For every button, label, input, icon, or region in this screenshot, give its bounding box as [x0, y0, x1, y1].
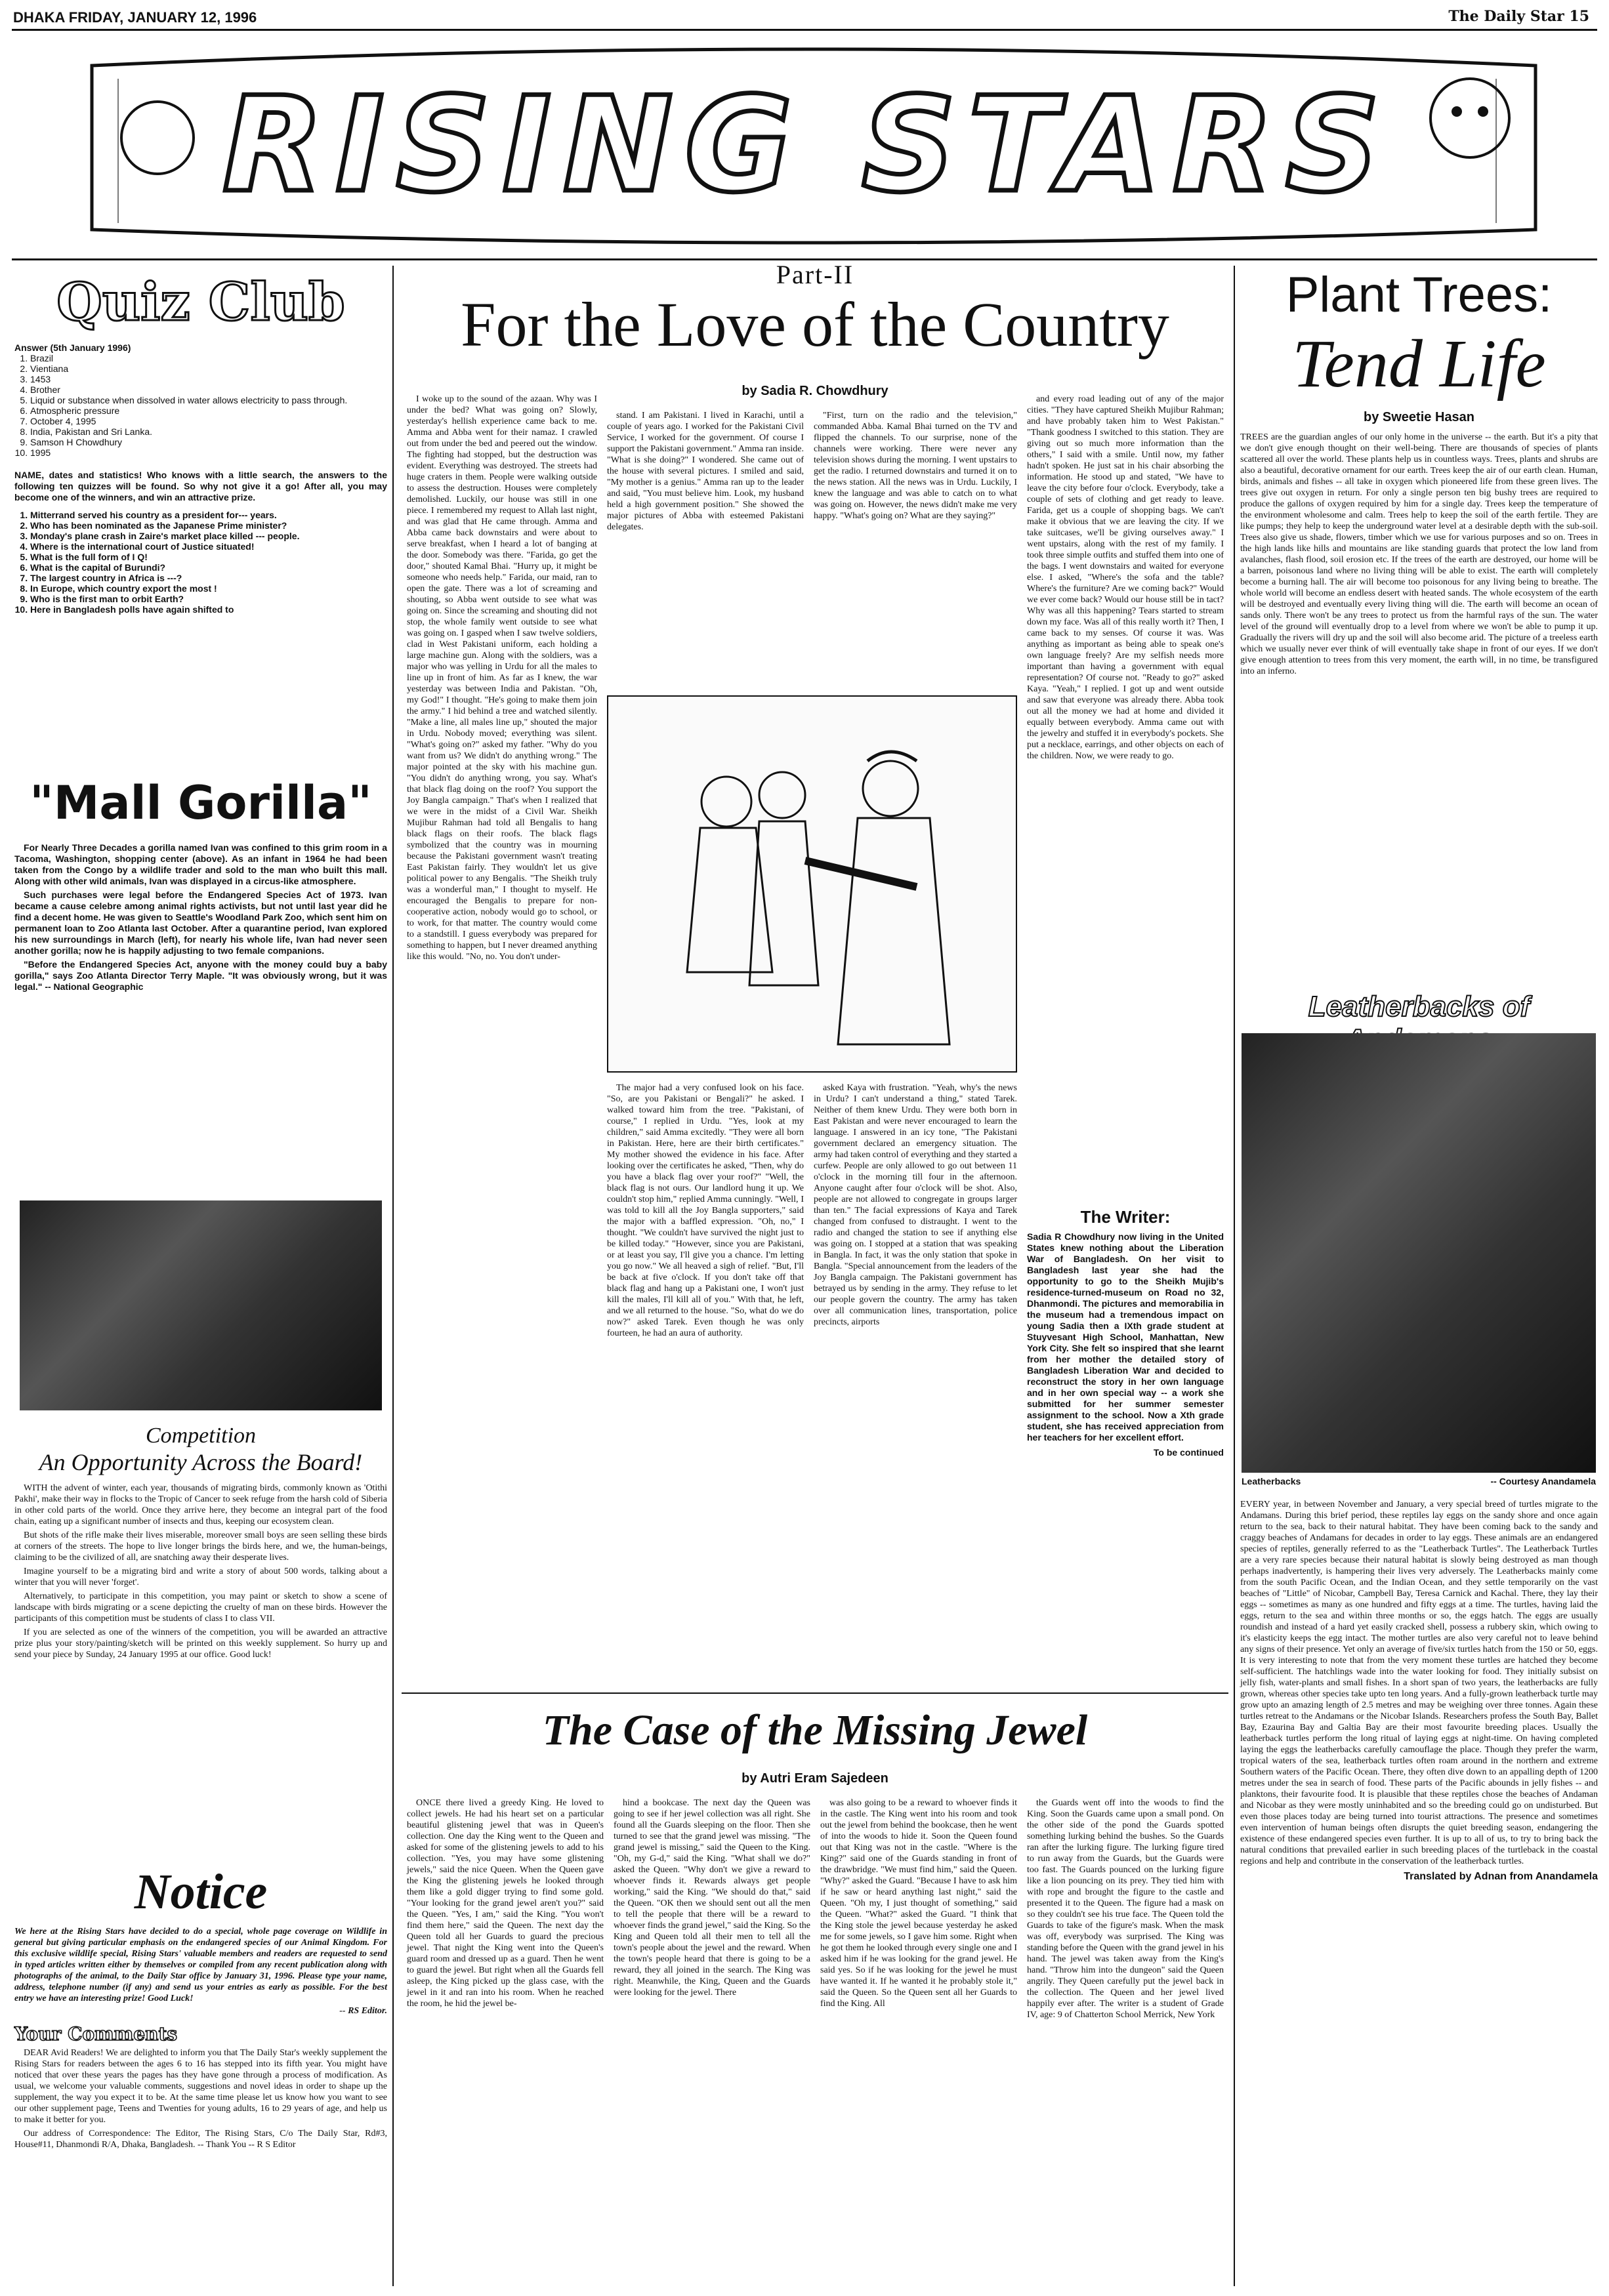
jewel-byline: by Autri Eram Sajedeen	[742, 1771, 888, 1786]
jewel-title: The Case of the Missing Jewel	[542, 1706, 1088, 1754]
answer-heading: Answer (5th January 1996)	[14, 342, 131, 353]
gorilla-text	[14, 842, 387, 993]
paragraph: "First, turn on the radio and the television," commanded Abba. Kamal Bhai turned on the TV and flipped the channels. To our surprise, none of the channels were working. There were never any television shows during the morning. I went upstairs to get the radio. I returned downstairs and turned it on to the news station. All the news was in Urdu. Luckily, I knew the language and was able to catch on to what was going on. However, the news didn't make me very happy. "What's going on? What are they saying?"	[814, 411, 1017, 521]
paragraph: WITH the advent of winter, each year, thousands of migrating birds, commonly known as 'Otithi Pakhi', make their way in flocks to the Tropic of Cancer to seek refuge from the harsh cold of Siberia in other cold parts of the world. Once they arrive here, they become an integral part of the food chain, eating up a significant number of insects and thus, keeping our ecosystem clean.	[14, 1483, 387, 1527]
paragraph: the Guards went off into the woods to find the King. Soon the Guards came upon a small pond. On the other side of the pond the Guards spotted something lurking behind the bushes. So the Guards ran after the lurking figure. The lurking figure tired to run away from the Guards, but the Guards were too fast. The Guards pounced on the lurking figure like a lion pouncing on its prey. They tied him with with rope and brought the figure to the castle and presented it to the Queen. The figure had a mask on so they couldn't see his true face. The Queen told the Guards to take of the figure's mask. When the mask was off, everybody was surprised. The King was standing before the Queen with the grand jewel in his hand. The jewel was taken away from the King's hand. "Throw him into the dungeon" said the Queen angrily. They Queen carefully put the jewel back in the collection. The Queen and her jewel lived happily ever after. The writer is a student of Grade IV, age: 9 of Chatterton School Merrick, New York	[1027, 1798, 1224, 2020]
writer-title: The Writer:	[1080, 1207, 1171, 1227]
writer-text: Sadia R Chowdhury now living in the United States knew nothing about the Liberation War of Bangladesh. On her visit to Bangladesh last year she had the opportunity to go to the Sheikh Mujib's residence-turned-museum on Road no 32, Dhanmondi. The pictures and memorabilia in the museum had a tremendous impact on young Sadia then a IXth grade student at Stuyvesant High School, Manhattan, New York City. She felt so inspired that she learnt from her mother the detailed story of Bangladesh Liberation War and decided to reconstruct the story in her own language and in her own special way -- a work she submitted for her summer semester assignment to the school. Now a Xth grade student, she has received appreciation from her teachers for her excellent effort.	[1027, 1231, 1224, 1443]
plant-title: Plant Trees:	[1285, 267, 1553, 323]
paragraph: I woke up to the sound of the azaan. Why was I under the bed? What was going on? Slowly, yesterday's hellish experience came back to me. Amma and Abba went for their namaz. I crawled out from under the bed and peered out the window. The fighting had stopped, but the destruction was evident. Everything was destroyed. The streets had huge craters in them. People were walking outside to assess the destruction. Houses were completely demolished. Luckily, our house was still in one piece. I remembered my request to Allah last night, and was glad that He came through. Amma and Abba came back downstairs and were about to serve breakfast, when I heard a lot of banging at the door. Somebody was there. "Farida, go get the door," shouted Kamal Bhai. "Hurry up, it might be someone who needs help." Farida, our maid, ran to open the gate. There was a lot of screaming and shouting, so Abba went outside to see what was going on. Since the screaming and shouting did not stop, the whole family went outside to see what was going on. I gasped when I saw twelve soldiers, clad in West Pakistani uniform, each holding a large machine gun. Along with the soldiers, was a major who was yelling in Urdu for all the males to line up in front of him. As far as I knew, the war yesterday was between India and Pakistan. "Oh, my God!" I thought. "He's going to make them join the army." I hid behind a tree and watched silently. "Make a line, all males line up," shouted the major in Urdu. Nobody moved; everything was silent. "What's going on?" asked my father. "Why do you want from us? We didn't do anything wrong." The major pointed at the sky with his machine gun. "You didn't do anything wrong, you say. What's that black flag doing on the roof? You support the Joy Bangla campaign." That's when I realized that we were in the midst of a Civil War. Sheikh Mujibur Rahman had told all Bengalis to hang black flags on their roofs. The black flags symbolized that the country was in mourning because the Pakistani government wasn't treating East Pakistan fairly. They wouldn't let us give political power to any Bengalis. "The Sheikh truly was a wonderful man," I thought to myself. He encouraged the Bengalis to prepare for non-cooperative action, nobody would go to school, or to work, for that matter. The country would come to a standstill. I guess everybody was prepared for something to happen, but I never dreamed anything like this would. "No, no. You don't under-	[407, 394, 597, 962]
notice-sign: -- RS Editor.	[339, 2006, 387, 2016]
list-item: 7. October 4, 1995	[30, 416, 387, 426]
competition-subtitle: An Opportunity Across the Board!	[39, 1449, 363, 1475]
comments-title: Your Comments	[14, 2023, 178, 2045]
masthead-page: The Daily Star 15	[1448, 8, 1589, 25]
column-divider	[1234, 266, 1235, 2286]
list-item: 9. Who is the first man to orbit Earth?	[30, 594, 387, 604]
leather-body: EVERY year, in between November and January, a very special breed of turtles migrate to the Andamans. During this brief period, these reptiles lay eggs on the sandy shore and once again return to the sea, back to their natural habitat. They have been coming back to the sandy and craggy beaches of Andamans for decades in order to lay eggs. These animals are an endangered species of reptiles, generally referred to as the "Leatherback Turtles". The Leatherback Turtles are a very rare species because their natural habitat is slowly being destroyed as man though perhaps inadvertently, is hampering their lives very adversely. The Leatherbacks mainly come from the south Pacific Ocean, and the Indian Ocean, and they settle temporarily on the vast beaches of "Little" of Nicobar, Campbell Bay, Teresa Carnick and Kachal. There, they lay their eggs -- sometimes as many as one hundred and fifty eggs at a time. The turtles, having laid the eggs, return to the sea and within three months or so, the eggs hatch. The eggs are usually roundish and instead of a hard yet easily cracked shell, possess a rubbery skin, which owing to it's elasticity keeps the egg intact. The mother turtles are also very careful not to leave behind any signs of their presence. Yet only an average of five/six turtles hatch from the 150 or 50, eggs. It is very interesting to note that from the very moment these turtles are hatched they become self-sufficient. The hatchlings wade into the water looking for food. They initially subsist on jelly fish, water-plants and small fishes. In a short span of two years, the leatherbacks are fully grown, whereas other species take upto ten long years. And a fully-grown leatherback turtle may grow upto an amazing length of 2.5 metres and may be weighing over three tonnes. Again these turtles retreat to the Andamans or the Nicobar Islands. Researchers profess the South Bay, Ballet Bay, Ezaurina Bay and Galtia Bay are their most favourite breeding places. Usually the leatherback turtles perform the long ritual of laying eggs at night-time. On having completed laying the eggs the leatherbacks carefully camouflage the place. Though they prefer the warm, tropical waters of the sea, leatherback turtles often roam around in the northern and extreme Southern waters of the Pacific Ocean. There, they often dive down to an appalling depth of 1200 metres under the sea in search of food. These parts of the Pacific abounds in jelly fishes -- and planktons, their favourite food. It is plausible that these reptiles chose the beaches of Andaman and Nicobar as they were mostly uninhabited and so the breeding could go on undisturbed. But even those places today are being turned into tourist attractions. The presence and sometimes even intervention of human beings often disrupts the quiet breeding season, endangering the existence of these endangered species even further. It is up to all of us, to try to bring back the natural conditions that prevailed earlier in such breeding places of the turtleback in the coastal regions and help and contribute in the conservation of the leatherback turtles.	[1240, 1500, 1598, 1866]
list-item: 9. Samson H Chowdhury	[30, 437, 387, 447]
list-item: 3. 1453	[30, 374, 387, 384]
gorilla-section	[14, 774, 387, 995]
list-item: 4. Brother	[30, 384, 387, 395]
leather-title: Leatherbacks of	[1308, 991, 1530, 1023]
paragraph: The major had a very confused look on his face. "So, are you Pakistani or Bengali?" he asked. I walked toward him from the tree. "Pakistani, of course," I replied in Urdu. "Yes, look at my children," said Amma excitedly. "They were all born in Pakistan. Here, here are their birth certificates." My mother showed the evidence in his face. After looking over the certificates he asked, "Then, why do you have a black flag over your roof?" "Well, the black flag is not ours. Our landlord hung it up. We couldn't stop him," replied Amma cunningly. "Well, I was told to kill all the Joy Bangla supporters," said the major with a baffled expression. "Oh, no," I thought. "We couldn't have survived the night just to be killed today." "However, since you are Pakistani, or at least you say, I'll give you a chance. I'm letting you go now." We all heaved a sigh of relief. "But, I'll be back at five o'clock. If you don't take off that black flag and hang up a Pakistani one, I won't just kill the males, I'll kill all of you." With that, he left, and we all returned to the house. "So, what do we do now?" asked Tarek. Even though he was only fourteen, he had an aura of authority.	[607, 1083, 804, 1338]
competition-title: Competition	[145, 1424, 257, 1448]
jewel-col-4	[1027, 1797, 1224, 2023]
continued-label: To be continued	[1153, 1447, 1224, 1458]
paragraph: Such purchases were legal before the Endangered Species Act of 1973. Ivan became a cause celebre among animal rights activists, but not until last year did he find a decent home. He was given to Seattle's Woodland Park Zoo, which sent him on permanent loan to Zoo Atlanta last October. After a quarantine period, Ivan explored his new surroundings in March (left), for nearly his whole life, Ivan had never seen another gorilla; now he is happily adjusting to two female companions.	[14, 890, 387, 956]
list-item: 2. Who has been nominated as the Japanese Prime minister?	[30, 520, 387, 531]
paragraph: DEAR Avid Readers! We are delighted to inform you that The Daily Star's weekly supplement the Rising Stars for readers between the ages 6 to 16 has stepped into its fifth year. You might have noticed that over these years the pages has they have gone through a process of modification. As usual, we welcome your valuable comments, suggestions and novel ideas in order to shape up the supplement, the way you expect it to be. At the same time please let us know how you want to see our other supplement page, Teens and Twenties for young adults, 16 to 29 years of age, and help us to make it better for you.	[14, 2048, 387, 2125]
notice-section	[14, 1863, 387, 2153]
notice-body: We here at the Rising Stars have decided to do a special, whole page coverage on Wildlife in general but giving particular emphasis on the endangered species of our Animal Kingdom. For this exclusive wildlife special, Rising Stars' valuable members and readers are requested to send in typed articles written either by themselves or compiled from any recent publication along with photographs of the animal, to the Daily Star office by January 31, 1996. Please type your name, address, telephone number (if any) and send us your entries as early as possible. For the best entry we have an interesting prize! Good Luck!	[14, 1927, 387, 2003]
photo-caption: Leatherbacks	[1242, 1476, 1301, 1486]
story-col-3	[814, 410, 1017, 524]
top-rule	[12, 29, 1597, 31]
plant-byline: by Sweetie Hasan	[1364, 410, 1474, 424]
plant-subtitle: Tend Life	[1292, 326, 1546, 401]
list-item: 3. Monday's plane crash in Zaire's market place killed --- people.	[30, 531, 387, 541]
leather-photo	[1242, 1033, 1596, 1473]
list-item: 10. Here in Bangladesh polls have again shifted to	[30, 604, 387, 615]
list-item: 1. Brazil	[30, 353, 387, 363]
section-rule	[402, 1692, 1228, 1694]
paragraph: ONCE there lived a greedy King. He loved to collect jewels. He had his heart set on a particular beautiful glistening jewel that was in Queen's collection. One day the King went to the Queen and asked for some of the glistening jewels to add to his collection. "Yes, you may have some glistening jewels," said the nice Queen. When the Queen gave the King the glistening jewels he looked through them like a gold digger trying to find some gold. "Your looking for the grand jewel aren't you?" said the Queen. "Yes, I am," said the King. "You won't find them here," said the Queen. The next day the Queen told all her Guards to guard the precious jewel. That night the King went into the Queen's guard room and dressed up as a guard. Then he went to guard the jewel. But right when all the Guards fell asleep, the King picked up the glass case, with the jewel in it and ran into his room. When he reached the room, he hid the jewel be-	[407, 1798, 604, 2009]
paragraph: Our address of Correspondence: The Editor, The Rising Stars, C/o The Daily Star, Rd#3, House#11, Dhanmondi R/A, Dhaka, Bangladesh. -- Thank You -- R S Editor	[14, 2129, 387, 2150]
paragraph: If you are selected as one of the winners of the competition, you will be awarded an attractive prize plus your story/painting/sketch will be printed on this weekly supplement. So hurry up and send your piece by Sunday, 24 January 1995 at our office. Good luck!	[14, 1628, 387, 1660]
paragraph: Alternatively, to participate in this competition, you may paint or sketch to show a scene of landscape with birds migrating or a scene depicting the cruelty of man on these birds. However the participants of this competition must be students of class I to class VII.	[14, 1591, 387, 1624]
competition-text	[14, 1483, 387, 1660]
list-item: 8. India, Pakistan and Sri Lanka.	[30, 426, 387, 437]
paragraph: and every road leading out of any of the major cities. "They have captured Sheikh Mujibur Rahman; and have probably taken him to West Pakistan." "Thank goodness I switched to this station. They are giving out so much more information than the others," I said with a smile. Until now, my father hadn't spoken. He just sat in his chair absorbing the information. He stood up and stated, "We have to leave the city before four o'clock. Everybody, take a couple of sets of clothing and get ready to leave. Farida, get us a couple of shopping bags. We can't make it obvious that we are leaving the city. If we take suitcases, we'll be giving ourselves away." I went upstairs, along with the rest of my family. I took three simple outfits and stuffed them into one of the bags. I went downstairs and waited for everyone else. I asked, "Where's the sofa and the table? Where's the furniture? Are we coming back?" Would we ever come back? Would our house still be in tact? Why was all this happening? Tears started to stream down my face. Was all of this really worth it? Then, I came back to my senses. Of course it was. Was anything as important as being able to speak one's own language freely? Are my selfish needs more important than having a government with equal representation? Of course not. "Ready to go?" asked Kaya. "Yeah," I replied. I got up and went outside and saw that everyone was already there. Abba took out all the money we had at home and divided it equally between everybody. Amma came out with the jewelry and stuffed it in everybody's pockets. She put a necklace, earrings, and other objects on each of the children. Now, we were ready to go.	[1027, 394, 1224, 761]
story-illustration	[607, 695, 1017, 1073]
soldier-illustration-icon	[608, 697, 1016, 1071]
list-item: 5. What is the full form of I Q!	[30, 552, 387, 562]
list-item: 6. What is the capital of Burundi?	[30, 562, 387, 573]
question-list	[14, 510, 387, 615]
translation-credit: Translated by Adnan from Anandamela	[1404, 1871, 1598, 1882]
gorilla-photo	[20, 1200, 382, 1410]
paragraph: hind a bookcase. The next day the Queen was going to see if her jewel collection was all right. She found all the Guards sleeping on the floor. Then she turned to see that the grand jewel was missing. "The grand jewel is missing," said the Queen to the King. "Oh, my G-d," said the King. "What shall we do?" asked the Queen. "Why don't we give a reward to whoever finds it. Rewards always get people working," said the King. "We should do that," said the Queen. "OK then we should sent out all the men to tell the people that there will be a reward to whoever finds the grand jewel," said the King. So the King and Queen told all their men to tell all the town's people about the jewel and the reward. When the town's people heard that there is going to be a reward, they all joined in the search. The King was right. Meanwhile, the King, Queen and the Guards were looking for the jewel. There	[614, 1798, 810, 1998]
paragraph: Imagine yourself to be a migrating bird and write a story of about 500 words, talking about a winter that you will never 'forget'.	[14, 1567, 387, 1588]
banner	[39, 39, 1575, 249]
quiz-intro: NAME, dates and statistics! Who knows with a little search, the answers to the following ten quizzes will be found. So why not give it a go! After all, you may become one of the winners, and win an attractive prize.	[14, 470, 387, 502]
story-col-5	[607, 1082, 804, 1342]
leather-text	[1240, 1499, 1598, 1883]
paragraph: was also going to be a reward to whoever finds it in the castle. The King went into his room and took out the jewel from behind the bookcase, then he went of into the woods to hide it. Soon the Queen found out that King was not in the castle. "Where is the King?" said one of the Guards standing in front of the drawbridge. "We must find him," said the Queen. "Why?" asked the Guard. "Because I have to ask him if he saw or heard anything last night," said the Queen. "Oh my, I just thought of something," said the Queen. "What?" asked the Guard. "I think that the King stole the jewel because yesterday he asked me for some jewels, so I gave him some. Right when he got them he looked through every single one and I asked him if he was looking for the grand jewel. He said yes. So if he was looking for the jewel he must have wanted it. If he wanted it he probably stole it," said the Queen. So the Queen sent all her Guards to find the King. All	[820, 1798, 1017, 2009]
list-item: 5. Liquid or substance when dissolved in water allows electricity to pass through.	[30, 395, 387, 405]
paragraph: But shots of the rifle make their lives miserable, moreover small boys are seen selling these birds at corners of the streets. The hope to live longer brings the birds here, and we, the human-beings, claiming to be the civilized of all, are snatching away their desperate lives.	[14, 1530, 387, 1563]
quiz-section	[14, 269, 387, 615]
story-col-6	[814, 1082, 1017, 1330]
answer-list	[14, 353, 387, 458]
list-item: 1. Mitterrand served his country as a president for--- years.	[30, 510, 387, 520]
list-item: 8. In Europe, which country export the most !	[30, 583, 387, 594]
paragraph: asked Kaya with frustration. "Yeah, why's the news in Urdu? I can't understand a thing," stated Tarek. Neither of them knew Urdu. They were both born in East Pakistan and were never encouraged to learn the language. I answered in an icy tone, "The Pakistani government declared an emergency situation. The army had taken control of everything and they started a curfew. People are only allowed to go out between 11 o'clock in the morning till four in the afternoon. Anyone caught after four o'clock will be shot. Also, people are not allowed to congregate in groups larger than ten." The facial expressions of Kaya and Tarek changed from confused to distraught. I went to the radio and changed the station to see if anything else was going on. I stopped at a station that was speaking in Bangla. In fact, it was the only station that spoke in Bangla. "Special announcement from the leaders of the Joy Bangla campaign. The Pakistani government has betrayed us by sending in the army. They refuse to let our people govern the country. The army has taken over all communication lines, transportation, police precincts, airports	[814, 1083, 1017, 1327]
story-col-4	[1027, 394, 1224, 764]
plant-body: TREES are the guardian angles of our only home in the universe -- the earth. But it's a pity that we don't give enough thought on their well-being. There are thousands of species of plants scattered all over the world. These plants help us in countless ways. Trees, plants and shrubs are also a beautiful, decorative ornament for our earth. Trees keep the air of our earth clean. Human, birds, animals and fishes -- all take in oxygen which pioneered life from these green lives. The trees give out oxygen in return. For only a single person ten big bushy trees are required to produce the gallons of oxygen required by him for a single day. Trees keep the temperature of the environment wholesome and calm. Trees help to keep the soil of the earth fertile. They are like pumps; they help to keep the underground water level at a desirable depth with the sub-soil. Trees also give us shade, flowers, timber which we use for various purposes and so on. Trees in the high lands like hills and mountains are like standing guards that protect the low land from avalanches, flash flood, soil erosion etc. If the trees of the earth are destroyed, our home will be a barren, poisonous land where no living thing will be able to exist. The earth will completely become a burning hall. The air will become too poisonous for any living being to breathe. The whole world will become an endless desert with heated sands. The whole ecosystem of the earth will be destroyed and eventually every living thing will die. The earth will become an ocean of sands only. There won't be any trees to protect us from the harmful rays of the sun. The water level of the ground will eventually drop to a level from where we won't be able to pump it up. Gradually the rivers will dry up and the soil will also become arid. The picture of a treeless earth which we usually never ever think of will eventually take shape in front of our eyes. If we don't give enough attention to trees from this very moment, the earth will, in no time, be transfigured into an inferno.	[1240, 432, 1598, 676]
competition-section	[14, 1424, 387, 1663]
list-item: 7. The largest country in Africa is ---?	[30, 573, 387, 583]
dateline: DHAKA FRIDAY, JANUARY 12, 1996	[13, 9, 257, 26]
writer-box	[1027, 1207, 1224, 1458]
story-col-2	[607, 410, 804, 535]
paragraph: stand. I am Pakistani. I lived in Karachi, until a couple of years ago. I worked for the Pakistani Civil Service, I worked for the government. Of course I support the Pakistani government." Amma ran inside. "What is she doing?" I wondered. She came out of the house with several pictures. I smiled and said, "My mother is a genius." Amma ran up to the leader and said, "You must believe him. Look, my husband held a high government position." She showed the major pictures of Abba with esteemed Pakistani delegates.	[607, 411, 804, 532]
jewel-col-2	[614, 1797, 810, 2001]
story-col-1	[407, 394, 597, 965]
banner-title: RISING STARS	[222, 69, 1392, 222]
notice-title: Notice	[134, 1864, 268, 1919]
quiz-title: Quiz Club	[56, 271, 345, 333]
story-title: For the Love of the Country	[461, 289, 1169, 359]
paragraph: "Before the Endangered Species Act, anyone with the money could buy a baby gorilla," says Zoo Atlanta Director Terry Maple. "It was obviously wrong, but it was legal." -- National Geographic	[14, 959, 387, 992]
column-divider	[392, 266, 394, 2286]
list-item: 4. Where is the international court of Justice situated!	[30, 541, 387, 552]
jewel-col-3	[820, 1797, 1017, 2012]
gorilla-title: "Mall Gorilla"	[30, 776, 372, 830]
list-item: 10. 1995	[30, 447, 387, 458]
photo-credit: -- Courtesy Anandamela	[1490, 1476, 1596, 1486]
comments-text	[14, 2047, 387, 2150]
plant-section	[1240, 266, 1598, 677]
story-byline: by Sadia R. Chowdhury	[742, 384, 888, 398]
jewel-col-1	[407, 1797, 604, 2012]
list-item: 2. Vientiana	[30, 363, 387, 374]
story-part: Part-II	[776, 260, 854, 289]
list-item: 6. Atmospheric pressure	[30, 405, 387, 416]
paragraph: For Nearly Three Decades a gorilla named Ivan was confined to this grim room in a Tacoma, Washington, shopping center (above). As an infant in 1964 he had been taken from the Congo by a wildlife trader and sold to the man who built this mall. Along with other wild animals, Ivan was displayed in a circus-like atmosphere.	[14, 842, 387, 886]
